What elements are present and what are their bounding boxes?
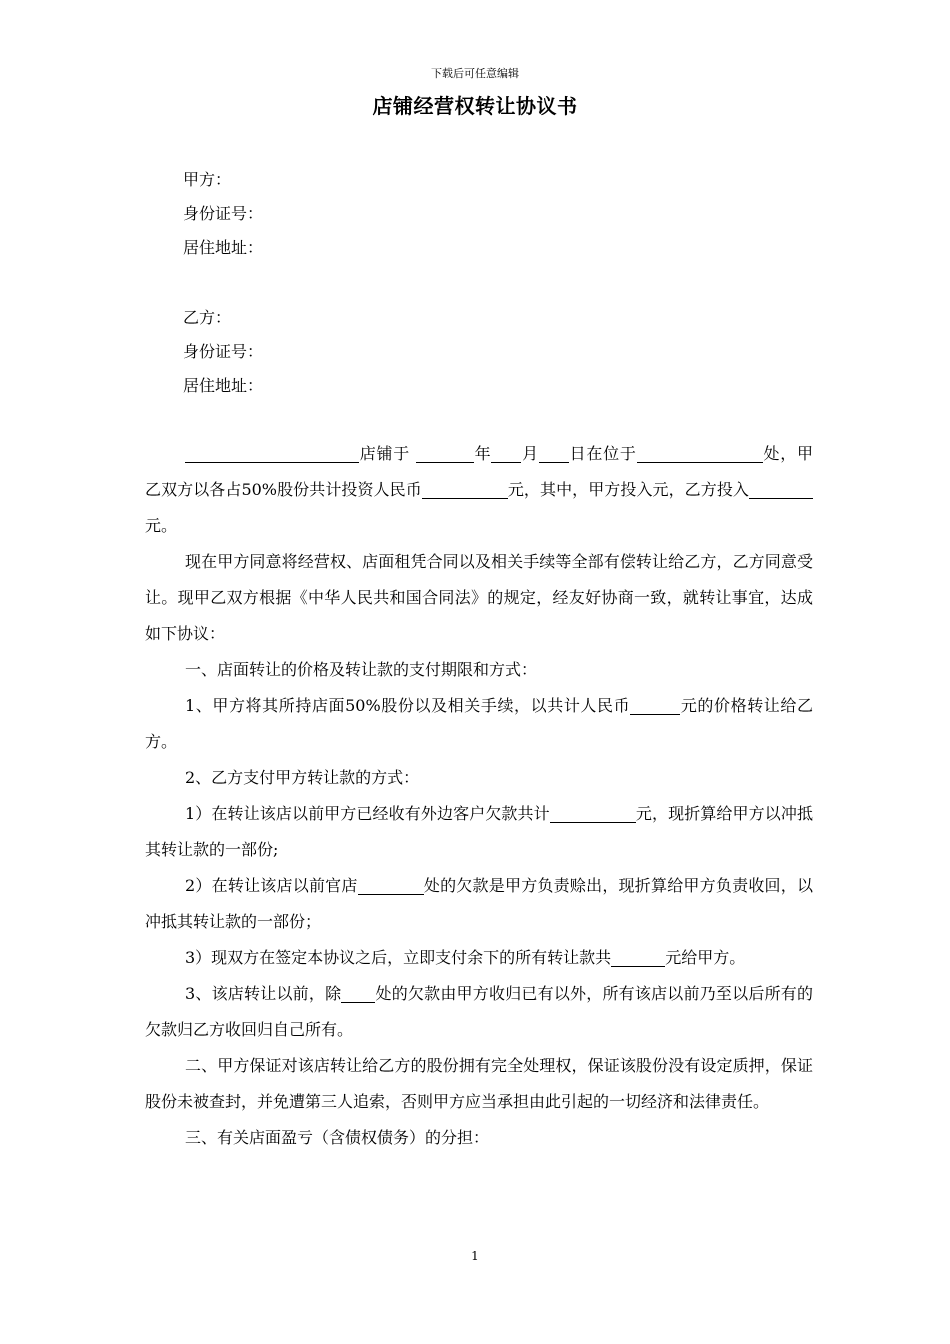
clause-1-2-3-text-a: 3）现双方在签定本协议之后，立即支付余下的所有转让款共 bbox=[185, 948, 612, 967]
clause-1-2: 2、乙方支付甲方转让款的方式： bbox=[185, 768, 420, 787]
receivables-amount-blank bbox=[550, 802, 636, 823]
clause-1-1-text-b: 元的价格转让给乙方。 bbox=[145, 696, 813, 751]
party-a-id-label: 身份证号： bbox=[183, 204, 264, 223]
party-b-investment-blank bbox=[749, 478, 813, 499]
year-blank bbox=[416, 442, 474, 463]
clause-1-2-1-text-a: 1）在转让该店以前甲方已经收有外边客户欠款共计 bbox=[185, 804, 550, 823]
party-b-name-label: 乙方： bbox=[183, 308, 232, 327]
clause-1-2-3 bbox=[145, 940, 813, 976]
agreement-paragraph: 现在甲方同意将经营权、店面租凭合同以及相关手续等全部有偿转让给乙方，乙方同意受让。现甲乙双方根据《中华人民共和国合同法》的规定，经友好协商一致，就转让事宜，达成如下协议： bbox=[145, 552, 813, 643]
location-blank bbox=[637, 442, 763, 463]
excluded-debt-blank bbox=[341, 982, 375, 1003]
clause-1-2-1-text-b: 元，现折算给甲方以冲抵其转让款的一部份; bbox=[145, 804, 813, 859]
clause-1-1-text-a: 1、甲方将其所持店面50%股份以及相关手续，以共计人民币 bbox=[185, 696, 631, 715]
intro-text-1: 店铺于 bbox=[359, 444, 411, 463]
investment-amount-blank bbox=[422, 478, 508, 499]
party-a-name-label: 甲方： bbox=[183, 170, 232, 189]
intro-text-5: 处，甲乙双方以各占50%股份共计投资人民币 bbox=[145, 444, 813, 499]
party-b-id-label: 身份证号： bbox=[183, 342, 264, 361]
remaining-payment-blank bbox=[611, 946, 665, 967]
debt-location-blank bbox=[358, 874, 424, 895]
intro-text-3: 月 bbox=[521, 444, 539, 463]
clause-1-3-text-b: 处的欠款由甲方收归已有以外，所有该店以前乃至以后所有的欠款归乙方收回归自己所有。 bbox=[145, 984, 813, 1039]
section-3-heading: 三、有关店面盈亏（含债权债务）的分担： bbox=[185, 1128, 490, 1147]
section-1-heading: 一、店面转让的价格及转让款的支付期限和方式： bbox=[185, 660, 538, 679]
intro-paragraph bbox=[145, 436, 813, 544]
party-b-address-label: 居住地址： bbox=[183, 376, 264, 395]
transfer-price-blank bbox=[630, 694, 680, 715]
party-a-address-label: 居住地址： bbox=[183, 238, 264, 257]
month-blank bbox=[491, 442, 521, 463]
intro-text-6: 元，其中，甲方投入元，乙方投入 bbox=[507, 480, 749, 499]
day-blank bbox=[539, 442, 569, 463]
intro-text-7: 元。 bbox=[145, 516, 178, 535]
intro-text-2: 年 bbox=[473, 444, 492, 463]
clause-1-2-2 bbox=[145, 868, 813, 940]
contract-body bbox=[145, 436, 813, 1156]
clause-1-3 bbox=[145, 976, 813, 1048]
page-number: 1 bbox=[471, 1249, 479, 1263]
clause-1-2-3-text-b: 元给甲方。 bbox=[665, 948, 746, 967]
document-title: 店铺经营权转让协议书 bbox=[372, 94, 578, 118]
clause-1-2-2-text-b: 处的欠款是甲方负责赊出，现折算给甲方负责收回，以冲抵其转让款的一部份； bbox=[145, 876, 813, 931]
store-name-blank bbox=[185, 442, 359, 463]
intro-text-4: 日在位于 bbox=[568, 444, 637, 463]
section-2-paragraph: 二、甲方保证对该店转让给乙方的股份拥有完全处理权，保证该股份没有设定质押，保证股份未被查封，并免遭第三人追索，否则甲方应当承担由此引起的一切经济和法律责任。 bbox=[145, 1056, 813, 1111]
clause-1-2-2-text-a: 2）在转让该店以前官店 bbox=[185, 876, 358, 895]
clause-1-3-text-a: 3、该店转让以前，除 bbox=[185, 984, 342, 1003]
header-note: 下载后可任意编辑 bbox=[431, 67, 519, 80]
clause-1-2-1 bbox=[145, 796, 813, 868]
clause-1-1 bbox=[145, 688, 813, 760]
